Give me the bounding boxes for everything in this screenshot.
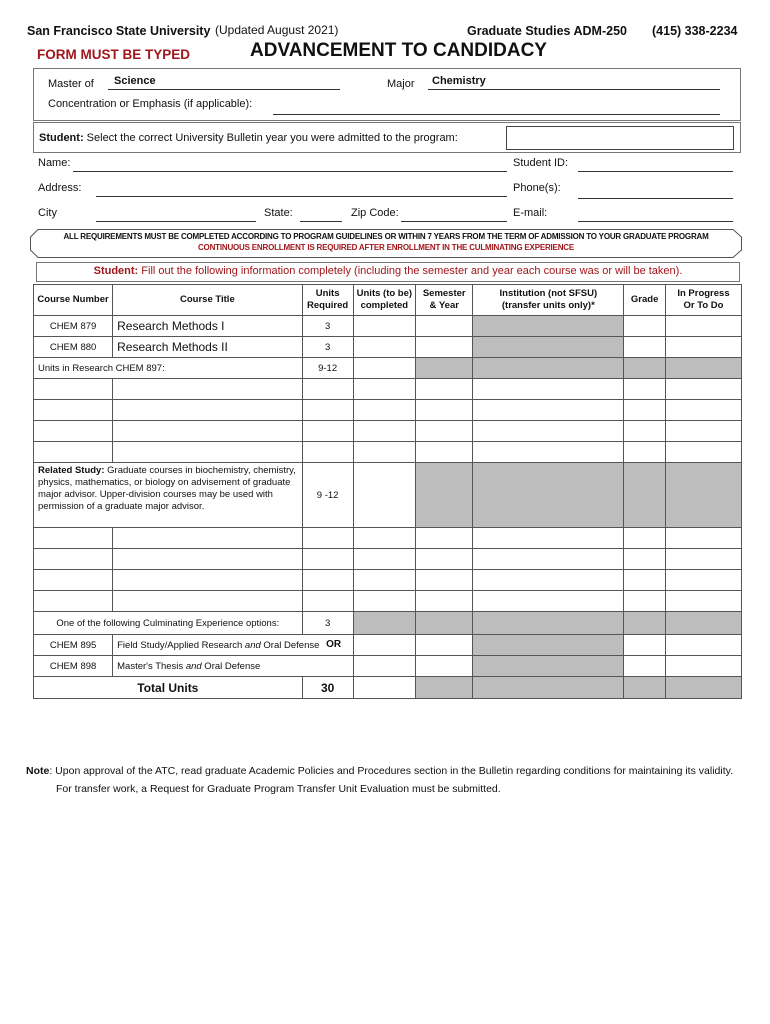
university-name: San Francisco State University (27, 24, 211, 38)
course-table (33, 284, 742, 699)
form-code: Graduate Studies ADM-250 (467, 24, 627, 38)
transfer-note: For transfer work, a Request for Graduate Program Transfer Unit Evaluation must be submitted. (56, 783, 501, 795)
table-row[interactable] (34, 528, 742, 549)
culminating-label-cell: One of the following Culminating Experience options: (34, 612, 303, 635)
units-required-cell: 9-12 (302, 358, 353, 379)
phone-number: (415) 338-2234 (652, 24, 738, 38)
course-title-cell: Research Methods I (113, 316, 302, 337)
total-row (34, 677, 742, 699)
bulletin-year-field[interactable] (506, 126, 734, 150)
table-row[interactable] (34, 570, 742, 591)
student-id-label: Student ID: (513, 157, 569, 169)
col-units-completed: Units (to be) completed (353, 285, 415, 316)
must-be-typed-notice: FORM MUST BE TYPED (37, 47, 191, 62)
col-grade: Grade (624, 285, 666, 316)
phones-label: Phone(s): (513, 182, 561, 194)
notice-line-2: CONTINUOUS ENROLLMENT IS REQUIRED AFTER ENROLLMENT IN THE CULMINATING EXPERIENCE (197, 243, 574, 252)
total-value: 30 (302, 677, 353, 699)
research-label-cell: Units in Research CHEM 897: (34, 358, 303, 379)
major-field[interactable]: Chemistry (432, 75, 486, 87)
table-row[interactable] (34, 442, 742, 463)
col-institution: Institution (not SFSU) (transfer units only)* (473, 285, 624, 316)
updated-date: (Updated August 2021) (215, 23, 339, 37)
page-title: ADVANCEMENT TO CANDIDACY (250, 40, 547, 61)
master-of-underline (108, 89, 340, 90)
table-row (34, 337, 742, 358)
table-row[interactable] (34, 421, 742, 442)
table-header-row (34, 285, 742, 316)
city-label: City (38, 207, 57, 219)
city-field[interactable] (96, 221, 256, 222)
col-units-required: Units Required (302, 285, 353, 316)
course-number-cell: CHEM 879 (34, 316, 113, 337)
master-of-label: Master of (48, 78, 94, 90)
name-label: Name: (38, 157, 71, 169)
notice-line-1: ALL REQUIREMENTS MUST BE COMPLETED ACCORDING TO PROGRAM GUIDELINES OR WITHIN 7 YEARS FROM THE TERM OF ADMISSION TO YOUR GRADUATE PROGRAM (63, 232, 709, 241)
table-row[interactable] (34, 400, 742, 421)
zip-field[interactable] (401, 221, 507, 222)
col-course-title: Course Title (113, 285, 302, 316)
concentration-field[interactable] (273, 114, 720, 115)
units-required-cell: 9 -12 (302, 463, 353, 528)
units-required-cell: 3 (302, 612, 353, 635)
table-row (34, 635, 742, 656)
student-id-field[interactable] (578, 171, 733, 172)
address-field[interactable] (96, 196, 507, 197)
col-in-progress: In Progress Or To Do (665, 285, 741, 316)
units-required-cell: 3 (302, 316, 353, 337)
course-number-cell: CHEM 898 (34, 656, 113, 677)
table-row[interactable] (34, 379, 742, 400)
major-label: Major (387, 78, 415, 90)
email-field[interactable] (578, 221, 733, 222)
zip-label: Zip Code: (351, 207, 399, 219)
table-row (34, 316, 742, 337)
master-of-field[interactable]: Science (114, 75, 156, 87)
culminating-row (34, 612, 742, 635)
state-label: State: (264, 207, 293, 219)
concentration-label: Concentration or Emphasis (if applicable): (48, 98, 253, 110)
approval-note: Note: Upon approval of the ATC, read graduate Academic Policies and Procedures section in the Bulletin regarding conditions for maintaining its validity. (26, 765, 734, 777)
or-label: OR (326, 639, 342, 650)
course-title-cell: Field Study/Applied Research and Oral Defense OR (113, 635, 354, 656)
course-number-cell: CHEM 895 (34, 635, 113, 656)
course-title-cell: Research Methods II (113, 337, 302, 358)
table-row[interactable] (34, 549, 742, 570)
phones-field[interactable] (578, 198, 733, 199)
col-course-number: Course Number (34, 285, 113, 316)
instruction-text: Student: Fill out the following information completely (including the semester and year each course was or will be taken). (93, 265, 683, 277)
total-label: Total Units (34, 677, 303, 699)
table-row[interactable] (34, 591, 742, 612)
related-study-cell: Related Study: Graduate courses in biochemistry, chemistry, physics, mathematics, or biology on advisement of graduate major advisor. Upper-division courses may be used with permission of a graduate major advisor. (34, 463, 303, 528)
email-label: E-mail: (513, 207, 548, 219)
state-field[interactable] (300, 221, 342, 222)
research-units-row (34, 358, 742, 379)
course-title-cell: Master's Thesis and Oral Defense (113, 656, 354, 677)
major-underline (428, 89, 720, 90)
related-study-row (34, 463, 742, 528)
bulletin-label: Student: Select the correct University Bulletin year you were admitted to the program: (39, 132, 458, 144)
address-label: Address: (38, 182, 82, 194)
name-field[interactable] (73, 171, 507, 172)
col-semester-year: Semester & Year (416, 285, 473, 316)
table-row (34, 656, 742, 677)
course-number-cell: CHEM 880 (34, 337, 113, 358)
units-required-cell: 3 (302, 337, 353, 358)
